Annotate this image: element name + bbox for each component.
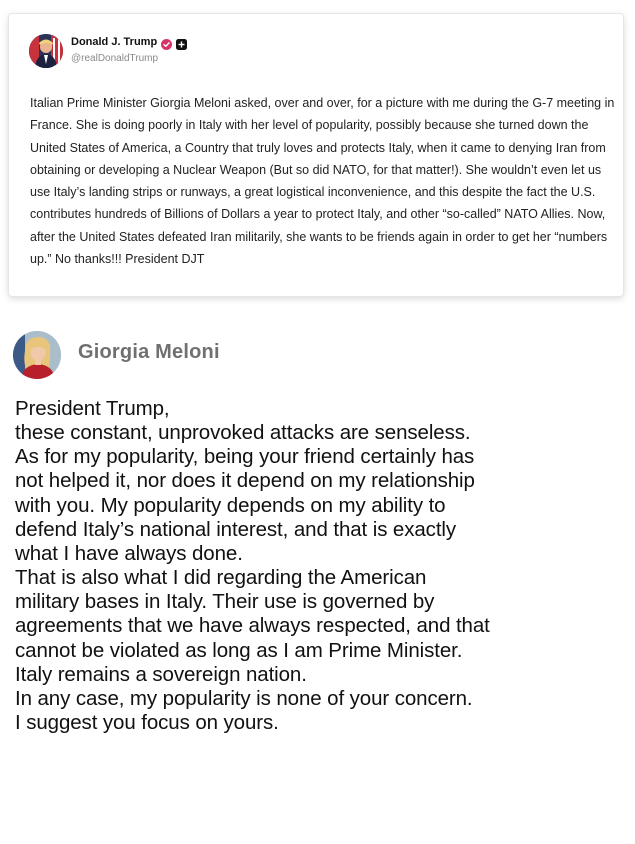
reply-author-avatar[interactable] xyxy=(13,331,61,379)
reply-text-line: cannot be violated as long as I am Prime Minister. xyxy=(15,638,463,662)
reply-text-line: defend Italy’s national interest, and that is exactly xyxy=(15,517,457,541)
post-text: Italian Prime Minister Giorgia Meloni asked, over and over, for a picture with me during the G-7 meeting in France. She is doing poorly in Italy with her level of popularity, possibly because she turned down the United States of America, a Country that truly loves and protects Italy, when it came to denying Iran from obtaining or developing a Nuclear Weapon (But so did NATO, for that matter!). She wouldn’t even let us use Italy’s landing strips or runways, a great logistical inconvenience, and this despite the fact the U.S. contributes hundreds of Billions of Dollars a year to protect Italy, and other “so-called” NATO Allies. Now, after the United States defeated Iran militarily, she wants to be friends again in order to get her “numbers up.” No thanks!!! President DJT xyxy=(30,96,615,267)
reply-text-line: I suggest you focus on yours. xyxy=(15,711,279,735)
avatar-image-icon xyxy=(13,331,61,379)
reply-text-line: with you. My popularity depends on my ability to xyxy=(15,493,446,517)
verified-badge-icon xyxy=(161,37,172,48)
post-author-handle[interactable]: @realDonaldTrump xyxy=(71,53,159,64)
plus-box-icon[interactable] xyxy=(176,37,187,48)
reply-author-name[interactable]: Giorgia Meloni xyxy=(78,341,220,363)
avatar-image-icon xyxy=(29,34,63,68)
reply-text-line: military bases in Italy. Their use is governed by xyxy=(15,590,435,614)
reply-text-line: what I have always done. xyxy=(15,541,243,565)
reply-text-line: As for my popularity, being your friend certainly has xyxy=(15,445,475,469)
reply-text-line: agreements that we have always respected, and that xyxy=(15,614,490,638)
reply-text-line: President Trump, xyxy=(15,397,170,420)
reply-text xyxy=(15,397,627,735)
reply-text-line: not helped it, nor does it depend on my relationship xyxy=(15,469,475,493)
reply-text-line: these constant, unprovoked attacks are senseless. xyxy=(15,421,471,445)
post-author-avatar[interactable] xyxy=(29,34,63,68)
reply-text-line: That is also what I did regarding the American xyxy=(15,566,427,590)
post-author-row xyxy=(71,36,187,48)
post-author-name[interactable]: Donald J. Trump xyxy=(71,36,158,48)
post-card xyxy=(9,14,623,296)
reply-text-line: In any case, my popularity is none of your concern. xyxy=(15,686,473,710)
reply-text-line: Italy remains a sovereign nation. xyxy=(15,662,307,686)
